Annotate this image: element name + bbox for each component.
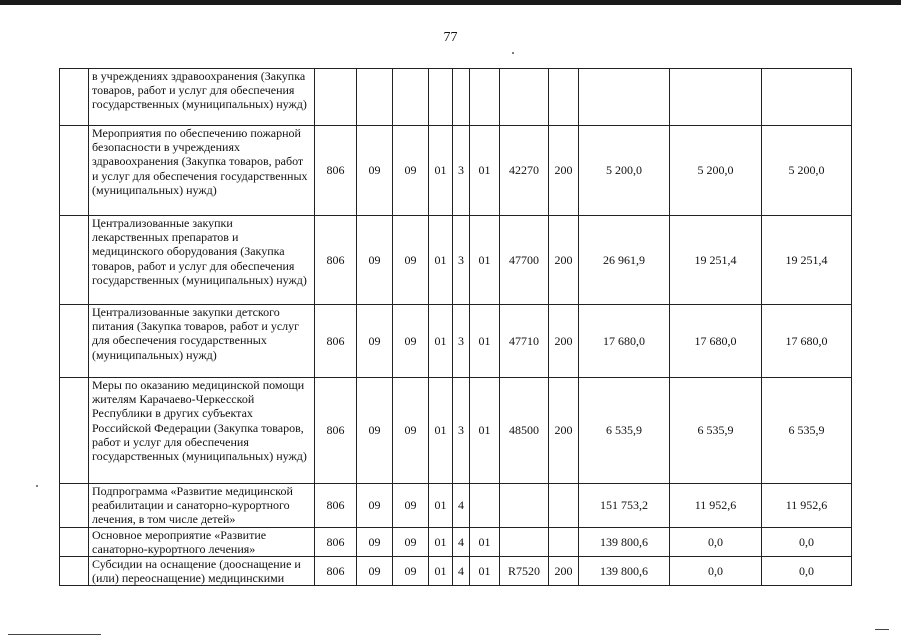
amount-year-3: 0,0 (762, 527, 852, 556)
code-direction: 47710 (500, 305, 549, 378)
code-subprogram (453, 69, 470, 126)
table-row (60, 484, 852, 528)
code-expense-type (549, 69, 579, 126)
scan-speck (36, 485, 38, 487)
table-row (60, 126, 852, 216)
code-expense-type (549, 484, 579, 528)
amount-year-1: 139 800,6 (579, 557, 670, 586)
code-measure (470, 69, 500, 126)
code-section: 09 (357, 126, 393, 216)
code-measure: 01 (470, 216, 500, 305)
code-subsection: 09 (393, 378, 429, 484)
code-section: 09 (357, 216, 393, 305)
code-measure: 01 (470, 126, 500, 216)
row-index-cell (60, 305, 89, 378)
code-program: 01 (429, 527, 453, 556)
code-subprogram: 3 (453, 378, 470, 484)
top-border-line (0, 0, 901, 5)
row-description: Централизованные закупки лекарственных препаратов и медицинского оборудования (Закупка товаров, работ и услуг для обеспечения государственных (муниципальных) нужд) (89, 216, 315, 305)
amount-year-1: 6 535,9 (579, 378, 670, 484)
code-expense-type: 200 (549, 126, 579, 216)
code-measure: 01 (470, 378, 500, 484)
row-index-cell (60, 378, 89, 484)
code-subsection: 09 (393, 557, 429, 586)
amount-year-3: 17 680,0 (762, 305, 852, 378)
row-description: Мероприятия по обеспечению пожарной безопасности в учреждениях здравоохранения (Закупка товаров, работ и услуг для обеспечения государственных (муниципальных) нужд) (89, 126, 315, 216)
amount-year-3: 5 200,0 (762, 126, 852, 216)
code-ministry: 806 (315, 557, 357, 586)
code-direction (500, 527, 549, 556)
code-section: 09 (357, 557, 393, 586)
code-expense-type: 200 (549, 557, 579, 586)
amount-year-2: 0,0 (670, 527, 762, 556)
row-description: Централизованные закупки детского питания (Закупка товаров, работ и услуг для обеспечения государственных (муниципальных) нужд) (89, 305, 315, 378)
row-description: Субсидии на оснащение (дооснащение и (или) переоснащение) медицинскими (89, 557, 315, 586)
code-subsection: 09 (393, 484, 429, 528)
table-row (60, 69, 852, 126)
code-direction: 42270 (500, 126, 549, 216)
amount-year-3: 6 535,9 (762, 378, 852, 484)
code-program: 01 (429, 378, 453, 484)
code-subprogram: 3 (453, 126, 470, 216)
bottom-line (8, 634, 101, 635)
row-index-cell (60, 484, 89, 528)
amount-year-1: 151 753,2 (579, 484, 670, 528)
amount-year-2: 6 535,9 (670, 378, 762, 484)
row-description: Подпрограмма «Развитие медицинской реабилитации и санаторно-курортного лечения, в том числе детей» (89, 484, 315, 528)
table-row (60, 305, 852, 378)
code-subsection: 09 (393, 216, 429, 305)
code-program: 01 (429, 305, 453, 378)
row-index-cell (60, 527, 89, 556)
amount-year-2: 11 952,6 (670, 484, 762, 528)
row-description: в учреждениях здравоохранения (Закупка товаров, работ и услуг для обеспечения государственных (муниципальных) нужд) (89, 69, 315, 126)
code-program: 01 (429, 557, 453, 586)
code-section: 09 (357, 484, 393, 528)
amount-year-2: 5 200,0 (670, 126, 762, 216)
table-row (60, 216, 852, 305)
code-subprogram: 4 (453, 527, 470, 556)
scan-speck (512, 52, 514, 54)
amount-year-3: 0,0 (762, 557, 852, 586)
amount-year-3: 11 952,6 (762, 484, 852, 528)
row-index-cell (60, 557, 89, 586)
code-subprogram: 4 (453, 484, 470, 528)
code-program (429, 69, 453, 126)
code-subsection: 09 (393, 126, 429, 216)
code-direction (500, 69, 549, 126)
code-program: 01 (429, 126, 453, 216)
row-index-cell (60, 69, 89, 126)
amount-year-3: 19 251,4 (762, 216, 852, 305)
amount-year-1 (579, 69, 670, 126)
code-program: 01 (429, 216, 453, 305)
code-direction: 47700 (500, 216, 549, 305)
table-row (60, 527, 852, 556)
code-expense-type: 200 (549, 305, 579, 378)
code-program: 01 (429, 484, 453, 528)
code-direction: R7520 (500, 557, 549, 586)
bottom-mark (875, 629, 889, 630)
code-ministry: 806 (315, 216, 357, 305)
code-measure: 01 (470, 527, 500, 556)
amount-year-1: 5 200,0 (579, 126, 670, 216)
code-subprogram: 3 (453, 305, 470, 378)
code-direction: 48500 (500, 378, 549, 484)
code-ministry: 806 (315, 484, 357, 528)
code-subsection: 09 (393, 527, 429, 556)
page-number: 77 (443, 30, 458, 45)
row-index-cell (60, 126, 89, 216)
budget-table (59, 68, 852, 586)
row-description: Основное мероприятие «Развитие санаторно-курортного лечения» (89, 527, 315, 556)
code-ministry: 806 (315, 126, 357, 216)
code-ministry: 806 (315, 305, 357, 378)
table-row (60, 378, 852, 484)
code-subsection: 09 (393, 305, 429, 378)
amount-year-1: 26 961,9 (579, 216, 670, 305)
code-section (357, 69, 393, 126)
code-expense-type (549, 527, 579, 556)
amount-year-2: 17 680,0 (670, 305, 762, 378)
code-measure (470, 484, 500, 528)
amount-year-3 (762, 69, 852, 126)
code-ministry: 806 (315, 527, 357, 556)
table-row (60, 557, 852, 586)
code-section: 09 (357, 305, 393, 378)
amount-year-2: 19 251,4 (670, 216, 762, 305)
code-ministry: 806 (315, 378, 357, 484)
row-index-cell (60, 216, 89, 305)
code-expense-type: 200 (549, 216, 579, 305)
code-subsection (393, 69, 429, 126)
amount-year-2 (670, 69, 762, 126)
code-measure: 01 (470, 557, 500, 586)
code-section: 09 (357, 378, 393, 484)
code-subprogram: 3 (453, 216, 470, 305)
code-ministry (315, 69, 357, 126)
table-body (60, 69, 852, 586)
code-measure: 01 (470, 305, 500, 378)
row-description: Меры по оказанию медицинской помощи жителям Карачаево-Черкесской Республики в других субъектах Российской Федерации (Закупка товаров, работ и услуг для обеспечения государственных (муниципальных) нужд) (89, 378, 315, 484)
code-section: 09 (357, 527, 393, 556)
amount-year-1: 17 680,0 (579, 305, 670, 378)
code-subprogram: 4 (453, 557, 470, 586)
code-direction (500, 484, 549, 528)
amount-year-1: 139 800,6 (579, 527, 670, 556)
amount-year-2: 0,0 (670, 557, 762, 586)
code-expense-type: 200 (549, 378, 579, 484)
